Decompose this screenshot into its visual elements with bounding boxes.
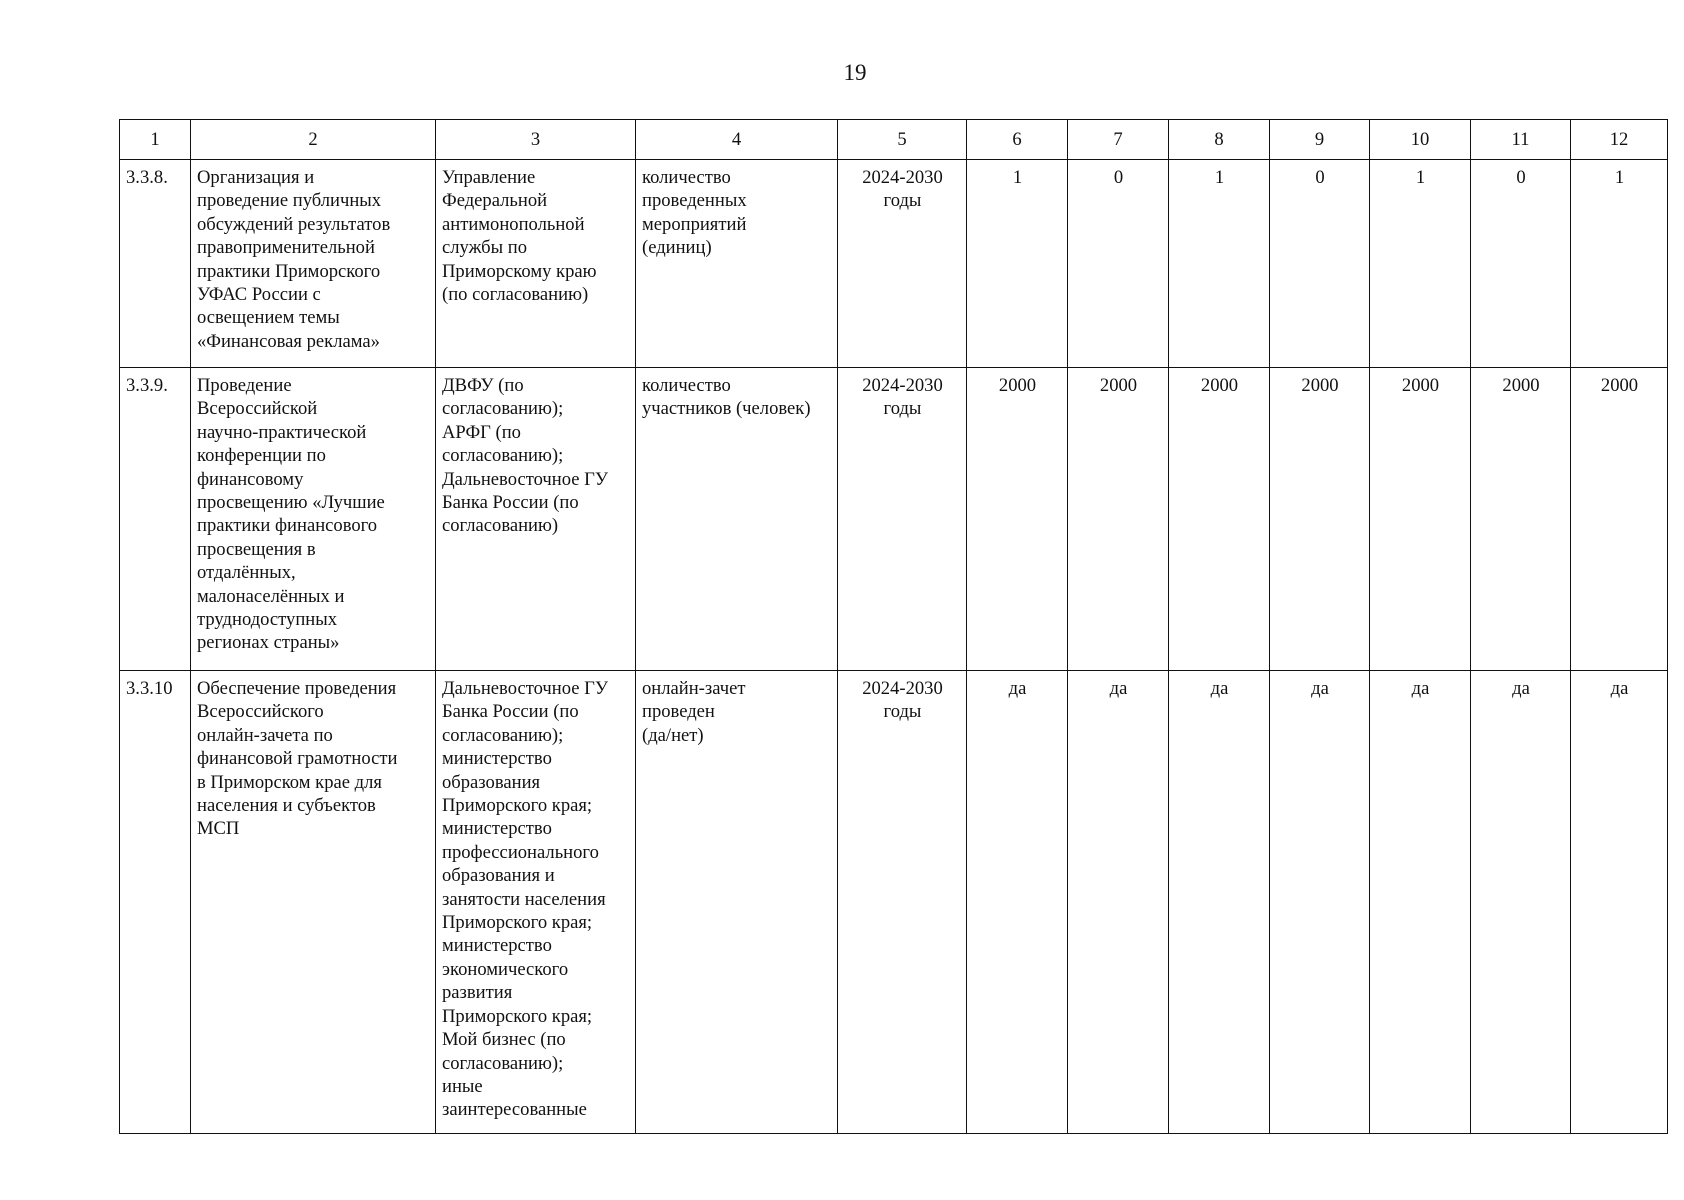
row-number: 3.3.9. bbox=[120, 368, 191, 671]
period-cell: 2024-2030 годы bbox=[838, 160, 967, 368]
value-cell: да bbox=[1169, 671, 1270, 1134]
value-cell: 2000 bbox=[1471, 368, 1571, 671]
value-cell: да bbox=[1471, 671, 1571, 1134]
value-cell: 2000 bbox=[1571, 368, 1668, 671]
column-header: 8 bbox=[1169, 120, 1270, 160]
table-row bbox=[120, 160, 1668, 368]
column-header: 4 bbox=[636, 120, 838, 160]
column-header: 5 bbox=[838, 120, 967, 160]
value-cell: 1 bbox=[1169, 160, 1270, 368]
value-cell: 0 bbox=[1471, 160, 1571, 368]
table-row bbox=[120, 671, 1668, 1134]
event-cell: Обеспечение проведения Всероссийского онлайн-зачета по финансовой грамотности в Приморском крае для населения и субъектов МСП bbox=[191, 671, 436, 1134]
table-header-row bbox=[120, 120, 1668, 160]
value-cell: 2000 bbox=[1169, 368, 1270, 671]
value-cell: да bbox=[1370, 671, 1471, 1134]
column-header: 9 bbox=[1270, 120, 1370, 160]
indicator-cell: количество проведенных мероприятий (единиц) bbox=[636, 160, 838, 368]
period-cell: 2024-2030 годы bbox=[838, 368, 967, 671]
column-header: 12 bbox=[1571, 120, 1668, 160]
event-cell: Организация и проведение публичных обсуждений результатов правоприменительной практики Приморского УФАС России с освещением темы «Финансовая реклама» bbox=[191, 160, 436, 368]
indicator-cell: онлайн-зачет проведен (да/нет) bbox=[636, 671, 838, 1134]
value-cell: 0 bbox=[1068, 160, 1169, 368]
document-table bbox=[119, 119, 1668, 1134]
row-number: 3.3.8. bbox=[120, 160, 191, 368]
column-header: 10 bbox=[1370, 120, 1471, 160]
row-number: 3.3.10 bbox=[120, 671, 191, 1134]
column-header: 6 bbox=[967, 120, 1068, 160]
value-cell: 1 bbox=[967, 160, 1068, 368]
value-cell: да bbox=[967, 671, 1068, 1134]
column-header: 11 bbox=[1471, 120, 1571, 160]
column-header: 7 bbox=[1068, 120, 1169, 160]
indicator-cell: количество участников (человек) bbox=[636, 368, 838, 671]
period-cell: 2024-2030 годы bbox=[838, 671, 967, 1134]
table-row bbox=[120, 368, 1668, 671]
page-number: 19 bbox=[843, 60, 867, 85]
value-cell: 0 bbox=[1270, 160, 1370, 368]
event-cell: Проведение Всероссийской научно-практической конференции по финансовому просвещению «Лучшие практики финансового просвещения в отдалённых, малонаселённых и труднодоступных регионах страны» bbox=[191, 368, 436, 671]
executor-cell: Дальневосточное ГУ Банка России (по согласованию); министерство образования Приморского края; министерство профессионального образования и занятости населения Приморского края; министерство экономического развития Приморского края; Мой бизнес (по согласованию); иные заинтересованные bbox=[436, 671, 636, 1134]
value-cell: 2000 bbox=[1370, 368, 1471, 671]
value-cell: 2000 bbox=[1068, 368, 1169, 671]
column-header: 1 bbox=[120, 120, 191, 160]
value-cell: да bbox=[1270, 671, 1370, 1134]
executor-cell: Управление Федеральной антимонопольной службы по Приморскому краю (по согласованию) bbox=[436, 160, 636, 368]
value-cell: 2000 bbox=[1270, 368, 1370, 671]
value-cell: 1 bbox=[1571, 160, 1668, 368]
executor-cell: ДВФУ (по согласованию); АРФГ (по согласованию); Дальневосточное ГУ Банка России (по согласованию) bbox=[436, 368, 636, 671]
column-header: 2 bbox=[191, 120, 436, 160]
value-cell: да bbox=[1571, 671, 1668, 1134]
value-cell: 1 bbox=[1370, 160, 1471, 368]
value-cell: 2000 bbox=[967, 368, 1068, 671]
value-cell: да bbox=[1068, 671, 1169, 1134]
column-header: 3 bbox=[436, 120, 636, 160]
